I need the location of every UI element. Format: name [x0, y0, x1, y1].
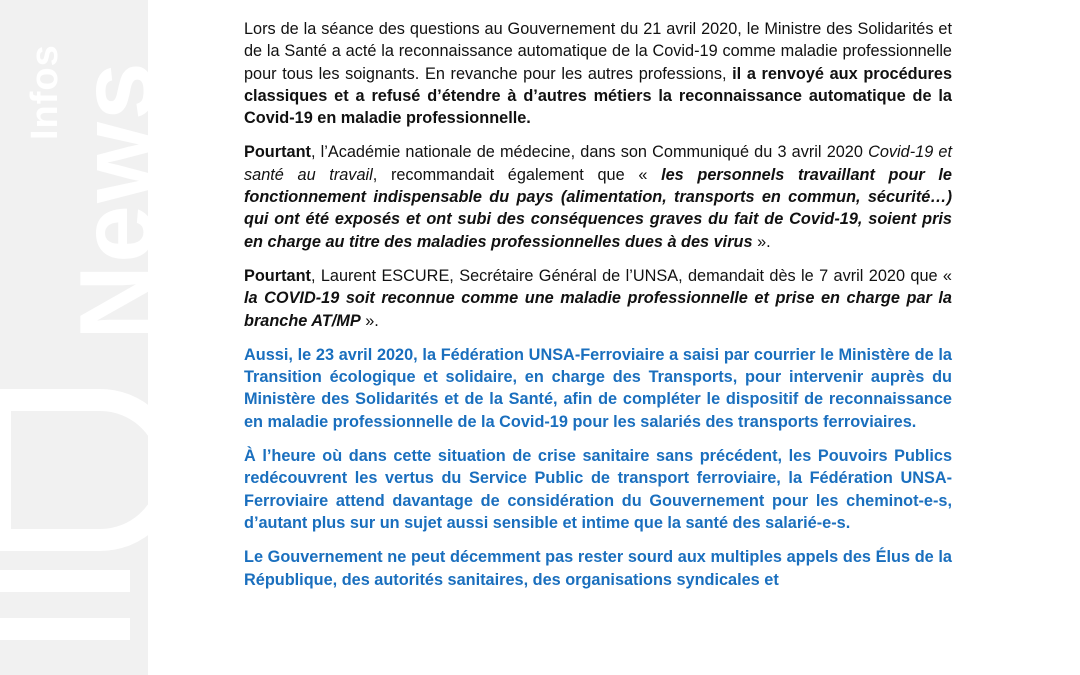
p2-text: , l’Académie nationale de médecine, dans son Communiqué du 3 avril 2020	[310, 143, 869, 162]
side-banner	[0, 0, 175, 675]
document-body	[244, 18, 952, 603]
p2-end: ».	[752, 232, 771, 251]
p2-title-italic: Covid-19 et santé au travail	[244, 143, 953, 184]
p1-bold: il a renvoyé aux procédures classiques et a refusé d’étendre à d’autres métiers la reconnaissance automatique de la Covid-19 en maladie professionnelle.	[244, 64, 953, 128]
paragraph-3	[244, 265, 952, 332]
p3-quote: la COVID-19 soit reconnue comme une maladie professionnelle et prise en charge par la branche AT/MP	[244, 289, 952, 330]
paragraph-5: À l’heure où dans cette situation de crise sanitaire sans précédent, les Pouvoirs Publics redécouvrent les vertus du Service Public de transport ferroviaire, la Fédération UNSA-Ferroviaire attend davantage de considération du Gouvernement pour les cheminot-e-s, d’autant plus sur un sujet aussi sensible et intime que la santé des salarié-e-s.	[244, 447, 952, 532]
p2-text-2: , recommandait également que «	[372, 165, 662, 184]
p2-quote: les personnels travaillant pour le fonctionnement indispensable du pays (alimentation, transports en commun, sécurité…) qui ont été exposés et ont subi des conséquences graves du fait de Covid-19, soient pris en charge au titre des maladies professionnelles dues à des virus	[244, 165, 952, 251]
banner-label-infos: Infos	[24, 44, 66, 140]
p3-end: ».	[360, 311, 379, 330]
p1-text: Lors de la séance des questions au Gouvernement du 21 avril 2020, le Ministre des Solidarités et de la Santé a acté la reconnaissance automatique de la Covid-19 comme maladie professionnelle pour tous les soignants. En revanche pour les autres professions,	[244, 20, 952, 83]
p2-lead: Pourtant	[244, 143, 311, 162]
paragraph-4: Aussi, le 23 avril 2020, la Fédération UNSA-Ferroviaire a saisi par courrier le Ministère de la Transition écologique et solidaire, en charge des Transports, pour intervenir auprès du Ministère des Solidarités et de la Santé, afin de compléter le dispositif de reconnaissance en maladie professionnelle de la Covid-19 pour les salariés des transports ferroviaires.	[244, 345, 952, 431]
p3-lead: Pourtant	[244, 266, 311, 285]
paragraph-1	[244, 18, 952, 129]
banner-label-news: News	[59, 60, 175, 340]
union-logo-icon	[0, 370, 148, 675]
paragraph-6: Le Gouvernement ne peut décemment pas rester sourd aux multiples appels des Élus de la République, des autorités sanitaires, des organisations syndicales et	[244, 548, 952, 589]
p3-text: , Laurent ESCURE, Secrétaire Général de l’UNSA, demandait dès le 7 avril 2020 que «	[310, 266, 952, 285]
paragraph-2	[244, 141, 952, 252]
